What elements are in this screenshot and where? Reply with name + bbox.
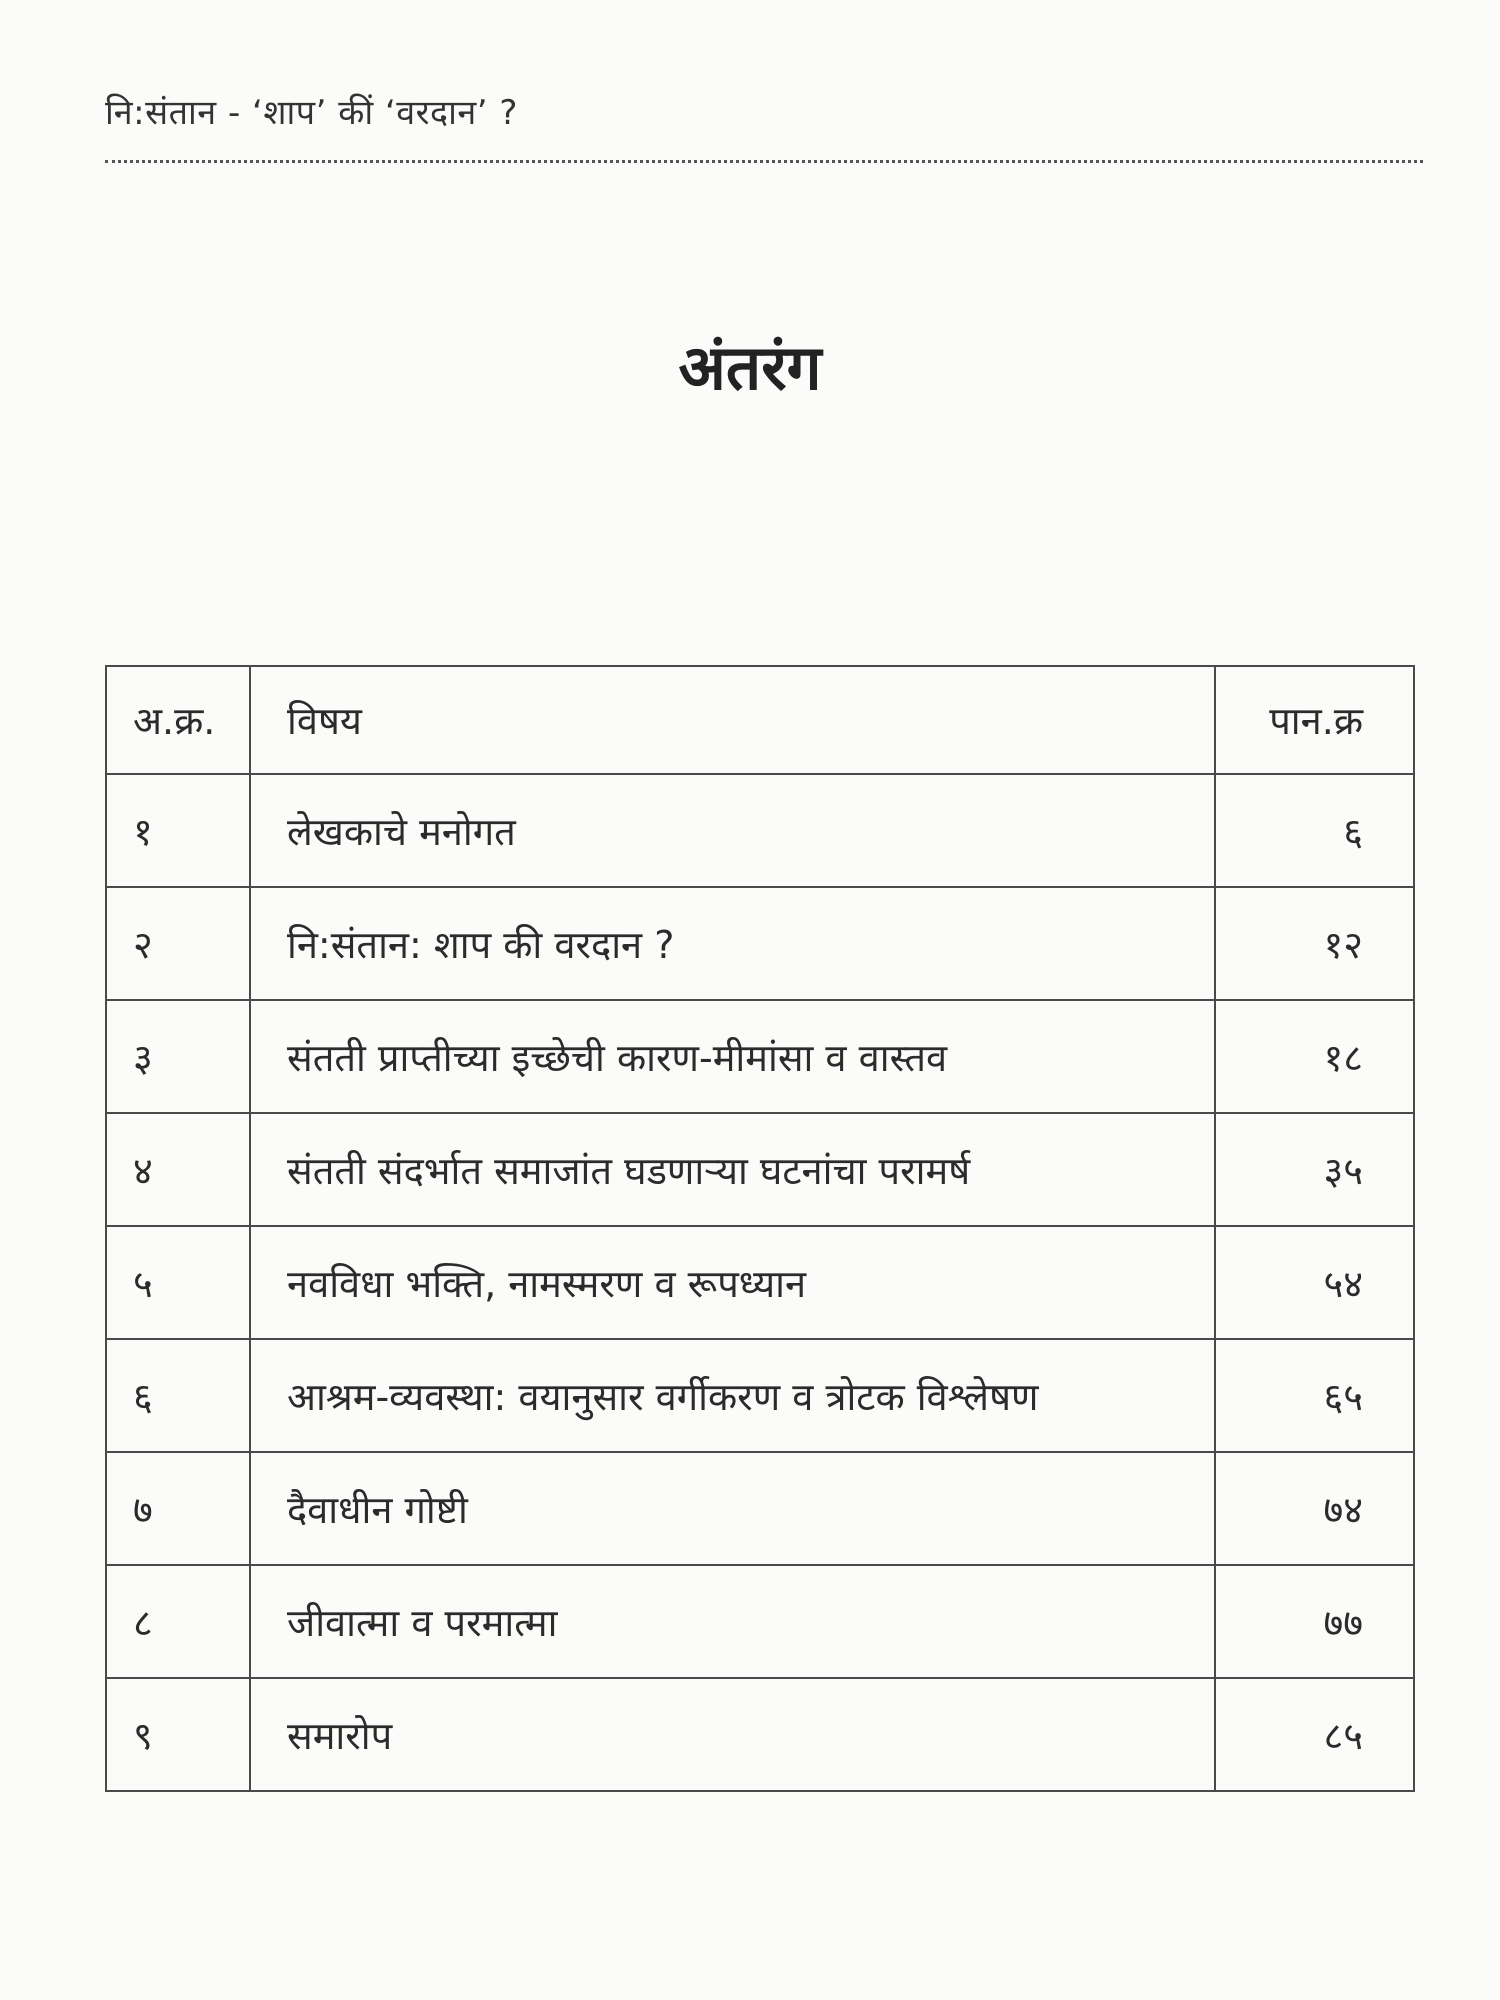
chapter-number: ३: [106, 1000, 250, 1113]
table-row: [106, 887, 1414, 1000]
column-header-page: पान.क्र: [1215, 666, 1414, 774]
header-divider: [105, 160, 1423, 163]
chapter-title: नवविधा भक्ति, नामस्मरण व रूपध्यान: [250, 1226, 1215, 1339]
chapter-page: ६५: [1215, 1339, 1414, 1452]
chapter-page: ८५: [1215, 1678, 1414, 1791]
chapter-title: समारोप: [250, 1678, 1215, 1791]
chapter-page: १८: [1215, 1000, 1414, 1113]
table-header-row: [106, 666, 1414, 774]
chapter-title: लेखकाचे मनोगत: [250, 774, 1215, 887]
chapter-page: ७४: [1215, 1452, 1414, 1565]
chapter-title: दैवाधीन गोष्टी: [250, 1452, 1215, 1565]
chapter-title: नि:संतान: शाप की वरदान ?: [250, 887, 1215, 1000]
chapter-page: ७७: [1215, 1565, 1414, 1678]
chapter-number: ४: [106, 1113, 250, 1226]
table-row: [106, 1678, 1414, 1791]
column-header-number: अ.क्र.: [106, 666, 250, 774]
page-title: अंतरंग: [678, 330, 822, 404]
table-row: [106, 1452, 1414, 1565]
chapter-title: संतती संदर्भात समाजांत घडणाऱ्या घटनांचा परामर्ष: [250, 1113, 1215, 1226]
table-of-contents: [105, 665, 1415, 1792]
chapter-title: संतती प्राप्तीच्या इच्छेची कारण-मीमांसा व वास्तव: [250, 1000, 1215, 1113]
chapter-page: ५४: [1215, 1226, 1414, 1339]
running-header: नि:संतान - ‘शाप’ कीं ‘वरदान’ ?: [105, 93, 518, 133]
chapter-page: ६: [1215, 774, 1414, 887]
table-row: [106, 1339, 1414, 1452]
chapter-number: २: [106, 887, 250, 1000]
chapter-title: आश्रम-व्यवस्था: वयानुसार वर्गीकरण व त्रोटक विश्लेषण: [250, 1339, 1215, 1452]
chapter-title: जीवात्मा व परमात्मा: [250, 1565, 1215, 1678]
chapter-number: ५: [106, 1226, 250, 1339]
table-row: [106, 1565, 1414, 1678]
table-row: [106, 1226, 1414, 1339]
table-row: [106, 1113, 1414, 1226]
chapter-number: १: [106, 774, 250, 887]
chapter-number: ८: [106, 1565, 250, 1678]
table-row: [106, 774, 1414, 887]
table-row: [106, 1000, 1414, 1113]
chapter-number: ६: [106, 1339, 250, 1452]
chapter-page: ३५: [1215, 1113, 1414, 1226]
column-header-subject: विषय: [250, 666, 1215, 774]
chapter-number: ९: [106, 1678, 250, 1791]
chapter-number: ७: [106, 1452, 250, 1565]
chapter-page: १२: [1215, 887, 1414, 1000]
